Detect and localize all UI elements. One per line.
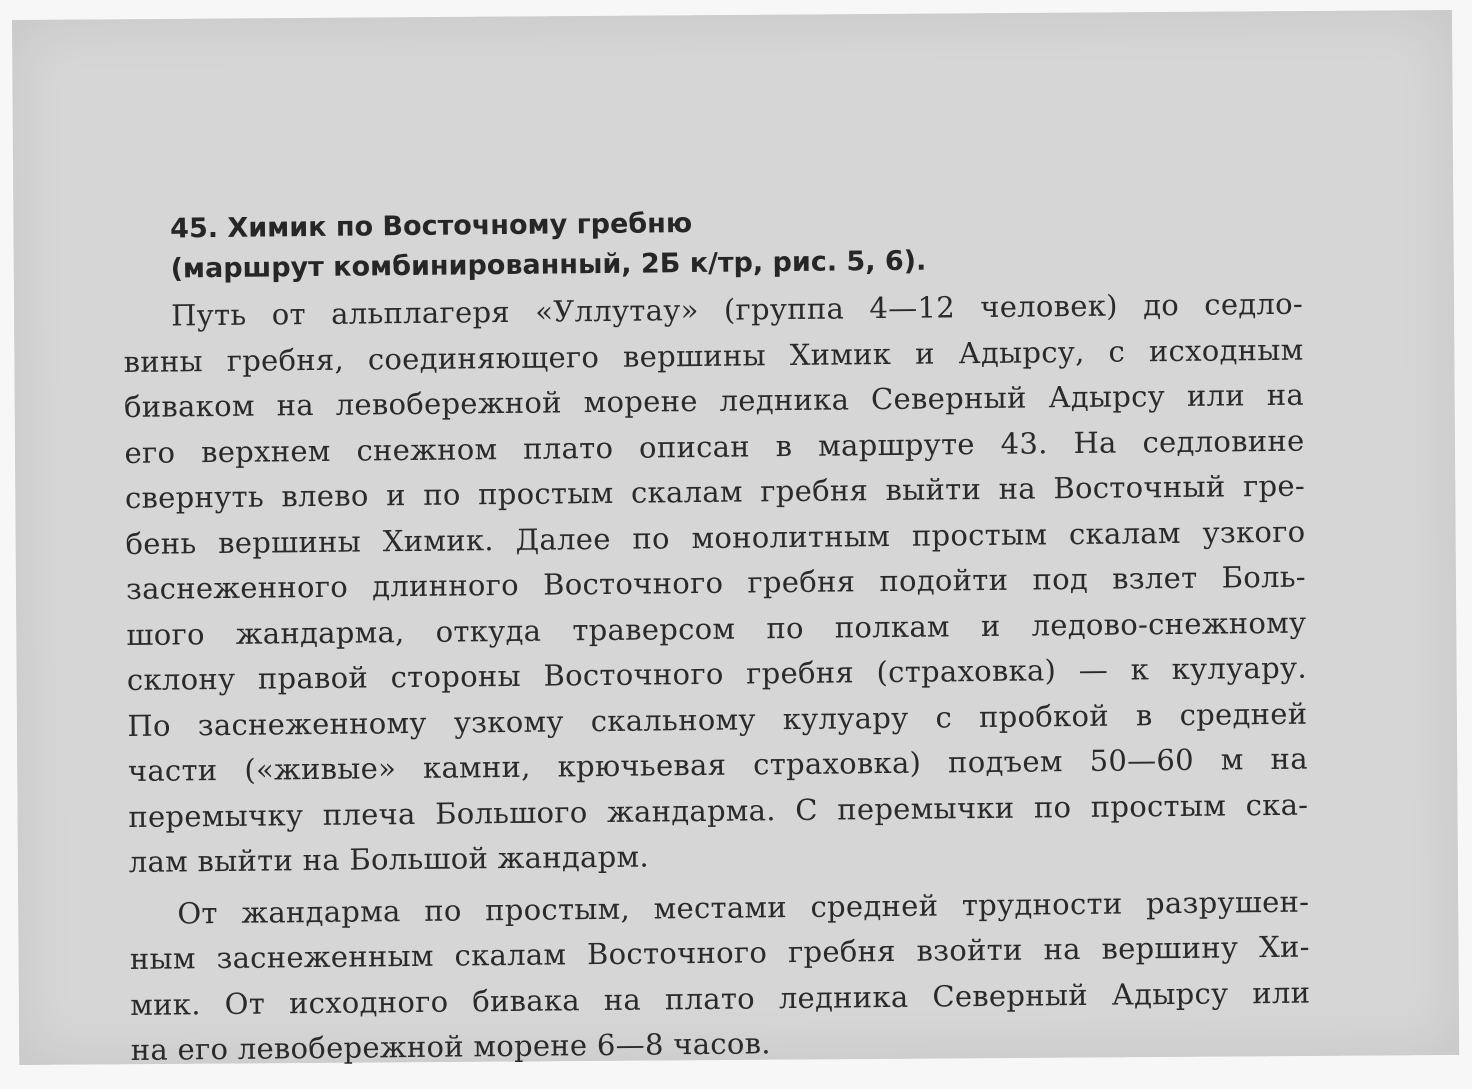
paragraph-line: От жандарма по простым, местами средней трудности разрушен-	[177, 884, 1310, 930]
paragraph-line: перемычку плеча Большого жандарма. С перемычки по простым ска-	[128, 787, 1309, 834]
paragraph-line: его верхнем снежном плато описан в маршруте 43. На седловине	[124, 423, 1305, 470]
paragraph-line: на его левобережной морене 6—8 часов.	[130, 1026, 771, 1067]
paragraph-line: склону правой стороны Восточного гребня (страховка) — к кулуару.	[126, 650, 1308, 697]
paragraph-line: свернуть влево и по простым скалам гребня выйти на Восточный гре-	[124, 468, 1306, 515]
paragraph-line: бень вершины Химик. Далее по монолитным простым скалам узкого	[125, 514, 1306, 561]
paragraph-line: шого жандарма, откуда траверсом по полкам и ледово-снежному	[126, 605, 1307, 652]
paragraph-line: мик. От исходного бивака на плато ледника Северный Адырсу или	[130, 975, 1311, 1022]
paragraph-line: Путь от альплагеря «Уллутау» (группа 4—12 человек) до седло-	[170, 286, 1304, 333]
paragraph-line: вины гребня, соединяющего вершины Химик и Адырсу, с исходным	[123, 332, 1304, 379]
paragraph-line: ным заснеженным скалам Восточного гребня взойти на вершину Хи-	[129, 929, 1310, 976]
paragraph-route-description	[123, 282, 1309, 886]
route-subtitle: (маршрут комбинированный, 2Б к/тр, рис. 5, 6).	[170, 245, 927, 285]
route-title: 45. Химик по Восточному гребню	[170, 208, 693, 245]
paragraph-line: биваком на левобережной морене ледника Северный Адырсу или на	[123, 377, 1305, 424]
document-text	[122, 198, 1311, 1074]
paragraph-summit-ascent	[129, 879, 1311, 1073]
paragraph-line: части («живые» камни, крючьевая страховка) подъем 50—60 м на	[127, 741, 1308, 788]
paragraph-line: По заснеженному узкому скальному кулуару с пробкой в средней	[127, 696, 1308, 743]
paragraph-line: лам выйти на Большой жандарм.	[128, 839, 650, 879]
paragraph-line: заснеженного длинного Восточного гребня подойти под взлет Боль-	[125, 559, 1307, 606]
